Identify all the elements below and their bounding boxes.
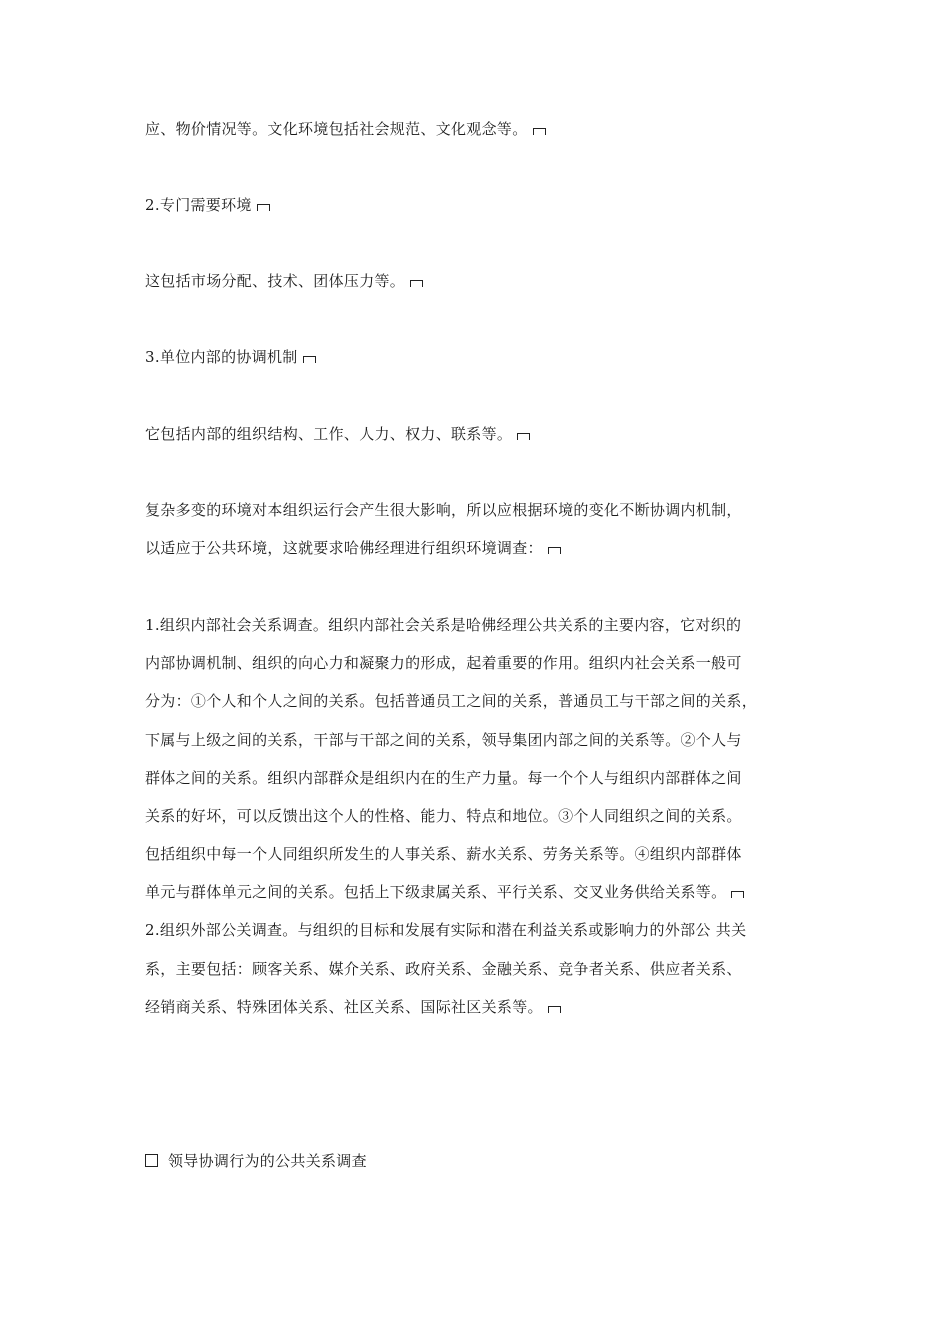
paragraph-environment-culture bbox=[145, 118, 546, 139]
checkbox-square-icon bbox=[145, 1154, 158, 1167]
paragraph-mark-icon bbox=[517, 433, 530, 440]
subheading-internal-mechanism bbox=[145, 346, 316, 367]
paragraph-mark-icon bbox=[548, 1006, 561, 1013]
paragraph-line bbox=[145, 843, 742, 864]
paragraph-line bbox=[145, 919, 746, 940]
paragraph-text: 内部协调机制、组织的向心力和凝聚力的形成，起着重要的作用。组织内社会关系一般可 bbox=[145, 654, 742, 672]
paragraph-line bbox=[145, 652, 742, 673]
paragraph-line bbox=[145, 767, 742, 788]
paragraph-mark-icon bbox=[410, 280, 423, 287]
paragraph-text: 1.组织内部社会关系调查。组织内部社会关系是哈佛经理公共关系的主要内容，它对织的 bbox=[145, 616, 742, 634]
section-heading bbox=[145, 1150, 367, 1171]
paragraph-mark-icon bbox=[548, 547, 561, 554]
paragraph-text: 包括组织中每一个人同组织所发生的人事关系、薪水关系、劳务关系等。④组织内部群体 bbox=[145, 845, 742, 863]
paragraph-text: 关系的好坏，可以反馈出这个人的性格、能力、特点和地位。③个人同组织之间的关系。 bbox=[145, 807, 742, 825]
paragraph-line bbox=[145, 537, 561, 558]
paragraph-text: 应、物价情况等。文化环境包括社会规范、文化观念等。 bbox=[145, 120, 528, 138]
paragraph-text: 系，主要包括：顾客关系、媒介关系、政府关系、金融关系、竞争者关系、供应者关系、 bbox=[145, 960, 742, 978]
paragraph-line bbox=[145, 958, 742, 979]
paragraph-text: 这包括市场分配、技术、团体压力等。 bbox=[145, 272, 406, 290]
subheading-text: 3.单位内部的协调机制 bbox=[145, 348, 298, 366]
paragraph-mark-icon bbox=[303, 356, 316, 363]
paragraph-text: 它包括内部的组织结构、工作、人力、权力、联系等。 bbox=[145, 425, 513, 443]
subheading-text: 2.专门需要环境 bbox=[145, 196, 252, 214]
paragraph-internal-mechanism bbox=[145, 423, 530, 444]
paragraph-line bbox=[145, 996, 561, 1017]
paragraph-text: 分为：①个人和个人之间的关系。包括普通员工之间的关系，普通员工与干部之间的关系， bbox=[145, 692, 758, 710]
paragraph-mark-icon bbox=[731, 891, 744, 898]
paragraph-mark-icon bbox=[257, 204, 270, 211]
paragraph-mark-icon bbox=[533, 128, 546, 135]
paragraph-text: 复杂多变的环境对本组织运行会产生很大影响，所以应根据环境的变化不断协调内机制， bbox=[145, 501, 742, 519]
paragraph-line bbox=[145, 881, 744, 902]
paragraph-text: 下属与上级之间的关系，干部与干部之间的关系，领导集团内部之间的关系等。②个人与 bbox=[145, 731, 742, 749]
paragraph-text: 群体之间的关系。组织内部群众是组织内在的生产力量。每一个个人与组织内部群体之间 bbox=[145, 769, 742, 787]
paragraph-special-environment bbox=[145, 270, 423, 291]
subheading-special-environment bbox=[145, 194, 270, 215]
section-heading-text: 领导协调行为的公共关系调查 bbox=[168, 1152, 367, 1170]
paragraph-line bbox=[145, 499, 742, 520]
paragraph-line bbox=[145, 614, 741, 635]
paragraph-text: 以适应于公共环境，这就要求哈佛经理进行组织环境调查： bbox=[145, 539, 543, 557]
paragraph-line bbox=[145, 690, 757, 711]
paragraph-text: 2.组织外部公关调查。与组织的目标和发展有实际和潜在利益关系或影响力的外部公 共关 bbox=[145, 921, 747, 939]
paragraph-text: 单元与群体单元之间的关系。包括上下级隶属关系、平行关系、交叉业务供给关系等。 bbox=[145, 883, 727, 901]
paragraph-line bbox=[145, 805, 742, 826]
paragraph-text: 经销商关系、特殊团体关系、社区关系、国际社区关系等。 bbox=[145, 998, 543, 1016]
paragraph-line bbox=[145, 729, 742, 750]
